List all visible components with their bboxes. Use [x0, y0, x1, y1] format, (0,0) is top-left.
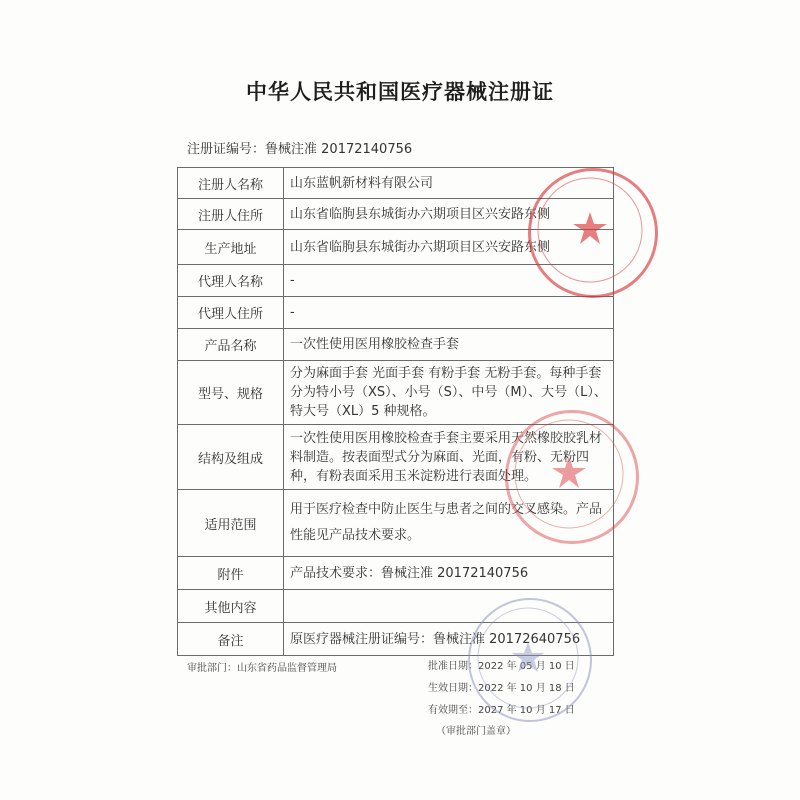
table-row: [178, 199, 614, 230]
row-value: -: [284, 297, 614, 329]
expiry-date-value: 2027 年 10 月 17 日: [478, 705, 575, 716]
row-key: 附件: [178, 557, 284, 590]
registration-number-value: 鲁械注准 20172140756: [265, 142, 413, 157]
table-row: [178, 361, 614, 425]
table-row: [178, 329, 614, 361]
row-key: 代理人住所: [178, 297, 284, 329]
expiry-date-label: 有效期至：: [428, 705, 478, 716]
table-row: [178, 168, 614, 199]
row-value: [284, 590, 614, 623]
approval-date-label: 批准日期：: [428, 661, 478, 672]
effective-date-label: 生效日期：: [428, 683, 478, 694]
row-value: 山东省临朐县东城街办六期项目区兴安路东侧: [284, 199, 614, 230]
row-key: 适用范围: [178, 490, 284, 557]
table-row: [178, 265, 614, 297]
registration-number: [187, 138, 412, 157]
row-key: 生产地址: [178, 230, 284, 265]
row-value: 原医疗器械注册证编号：鲁械注准 20172640756: [284, 623, 614, 656]
table-row: [178, 230, 614, 265]
approval-department: [187, 659, 337, 674]
approval-date: [428, 657, 575, 672]
row-key: 结构及组成: [178, 425, 284, 490]
row-value: 一次性使用医用橡胶检查手套主要采用天然橡胶胶乳材料制造。按表面型式分为麻面、光面，有粉、无粉四种，有粉表面采用玉米淀粉进行表面处理。: [284, 425, 614, 490]
table-row: [178, 490, 614, 557]
approval-date-value: 2022 年 05 月 10 日: [478, 661, 575, 672]
row-value: 一次性使用医用橡胶检查手套: [284, 329, 614, 361]
row-key: 注册人名称: [178, 168, 284, 199]
expiry-date: [428, 701, 575, 716]
row-value: -: [284, 265, 614, 297]
table-row: [178, 590, 614, 623]
effective-date-value: 2022 年 10 月 18 日: [478, 683, 575, 694]
row-value: 山东省临朐县东城街办六期项目区兴安路东侧: [284, 230, 614, 265]
table-row: [178, 425, 614, 490]
document-title: 中华人民共和国医疗器械注册证: [246, 80, 554, 104]
row-key: 型号、规格: [178, 361, 284, 425]
row-key: 注册人住所: [178, 199, 284, 230]
row-key: 备注: [178, 623, 284, 656]
row-value: 分为麻面手套 光面手套 有粉手套 无粉手套。每种手套分为特小号（XS）、小号（S）、中号（M）、大号（L）、特大号（XL）5 种规格。: [284, 361, 614, 425]
effective-date: [428, 679, 575, 694]
registration-number-label: 注册证编号：: [187, 142, 266, 157]
row-value: 用于医疗检查中防止医生与患者之间的交叉感染。产品性能见产品技术要求。: [284, 490, 614, 557]
row-value: 山东蓝帆新材料有限公司: [284, 168, 614, 199]
row-key: 其他内容: [178, 590, 284, 623]
approval-department-label: 审批部门：: [187, 663, 237, 674]
row-key: 代理人名称: [178, 265, 284, 297]
table-row: [178, 557, 614, 590]
row-value: 产品技术要求：鲁械注准 20172140756: [284, 557, 614, 590]
table-row: [178, 623, 614, 656]
seal-caption: （审批部门盖章）: [436, 726, 516, 737]
approval-department-value: 山东省药品监督管理局: [237, 663, 337, 674]
row-key: 产品名称: [178, 329, 284, 361]
registration-table: [177, 167, 614, 656]
table-row: [178, 297, 614, 329]
